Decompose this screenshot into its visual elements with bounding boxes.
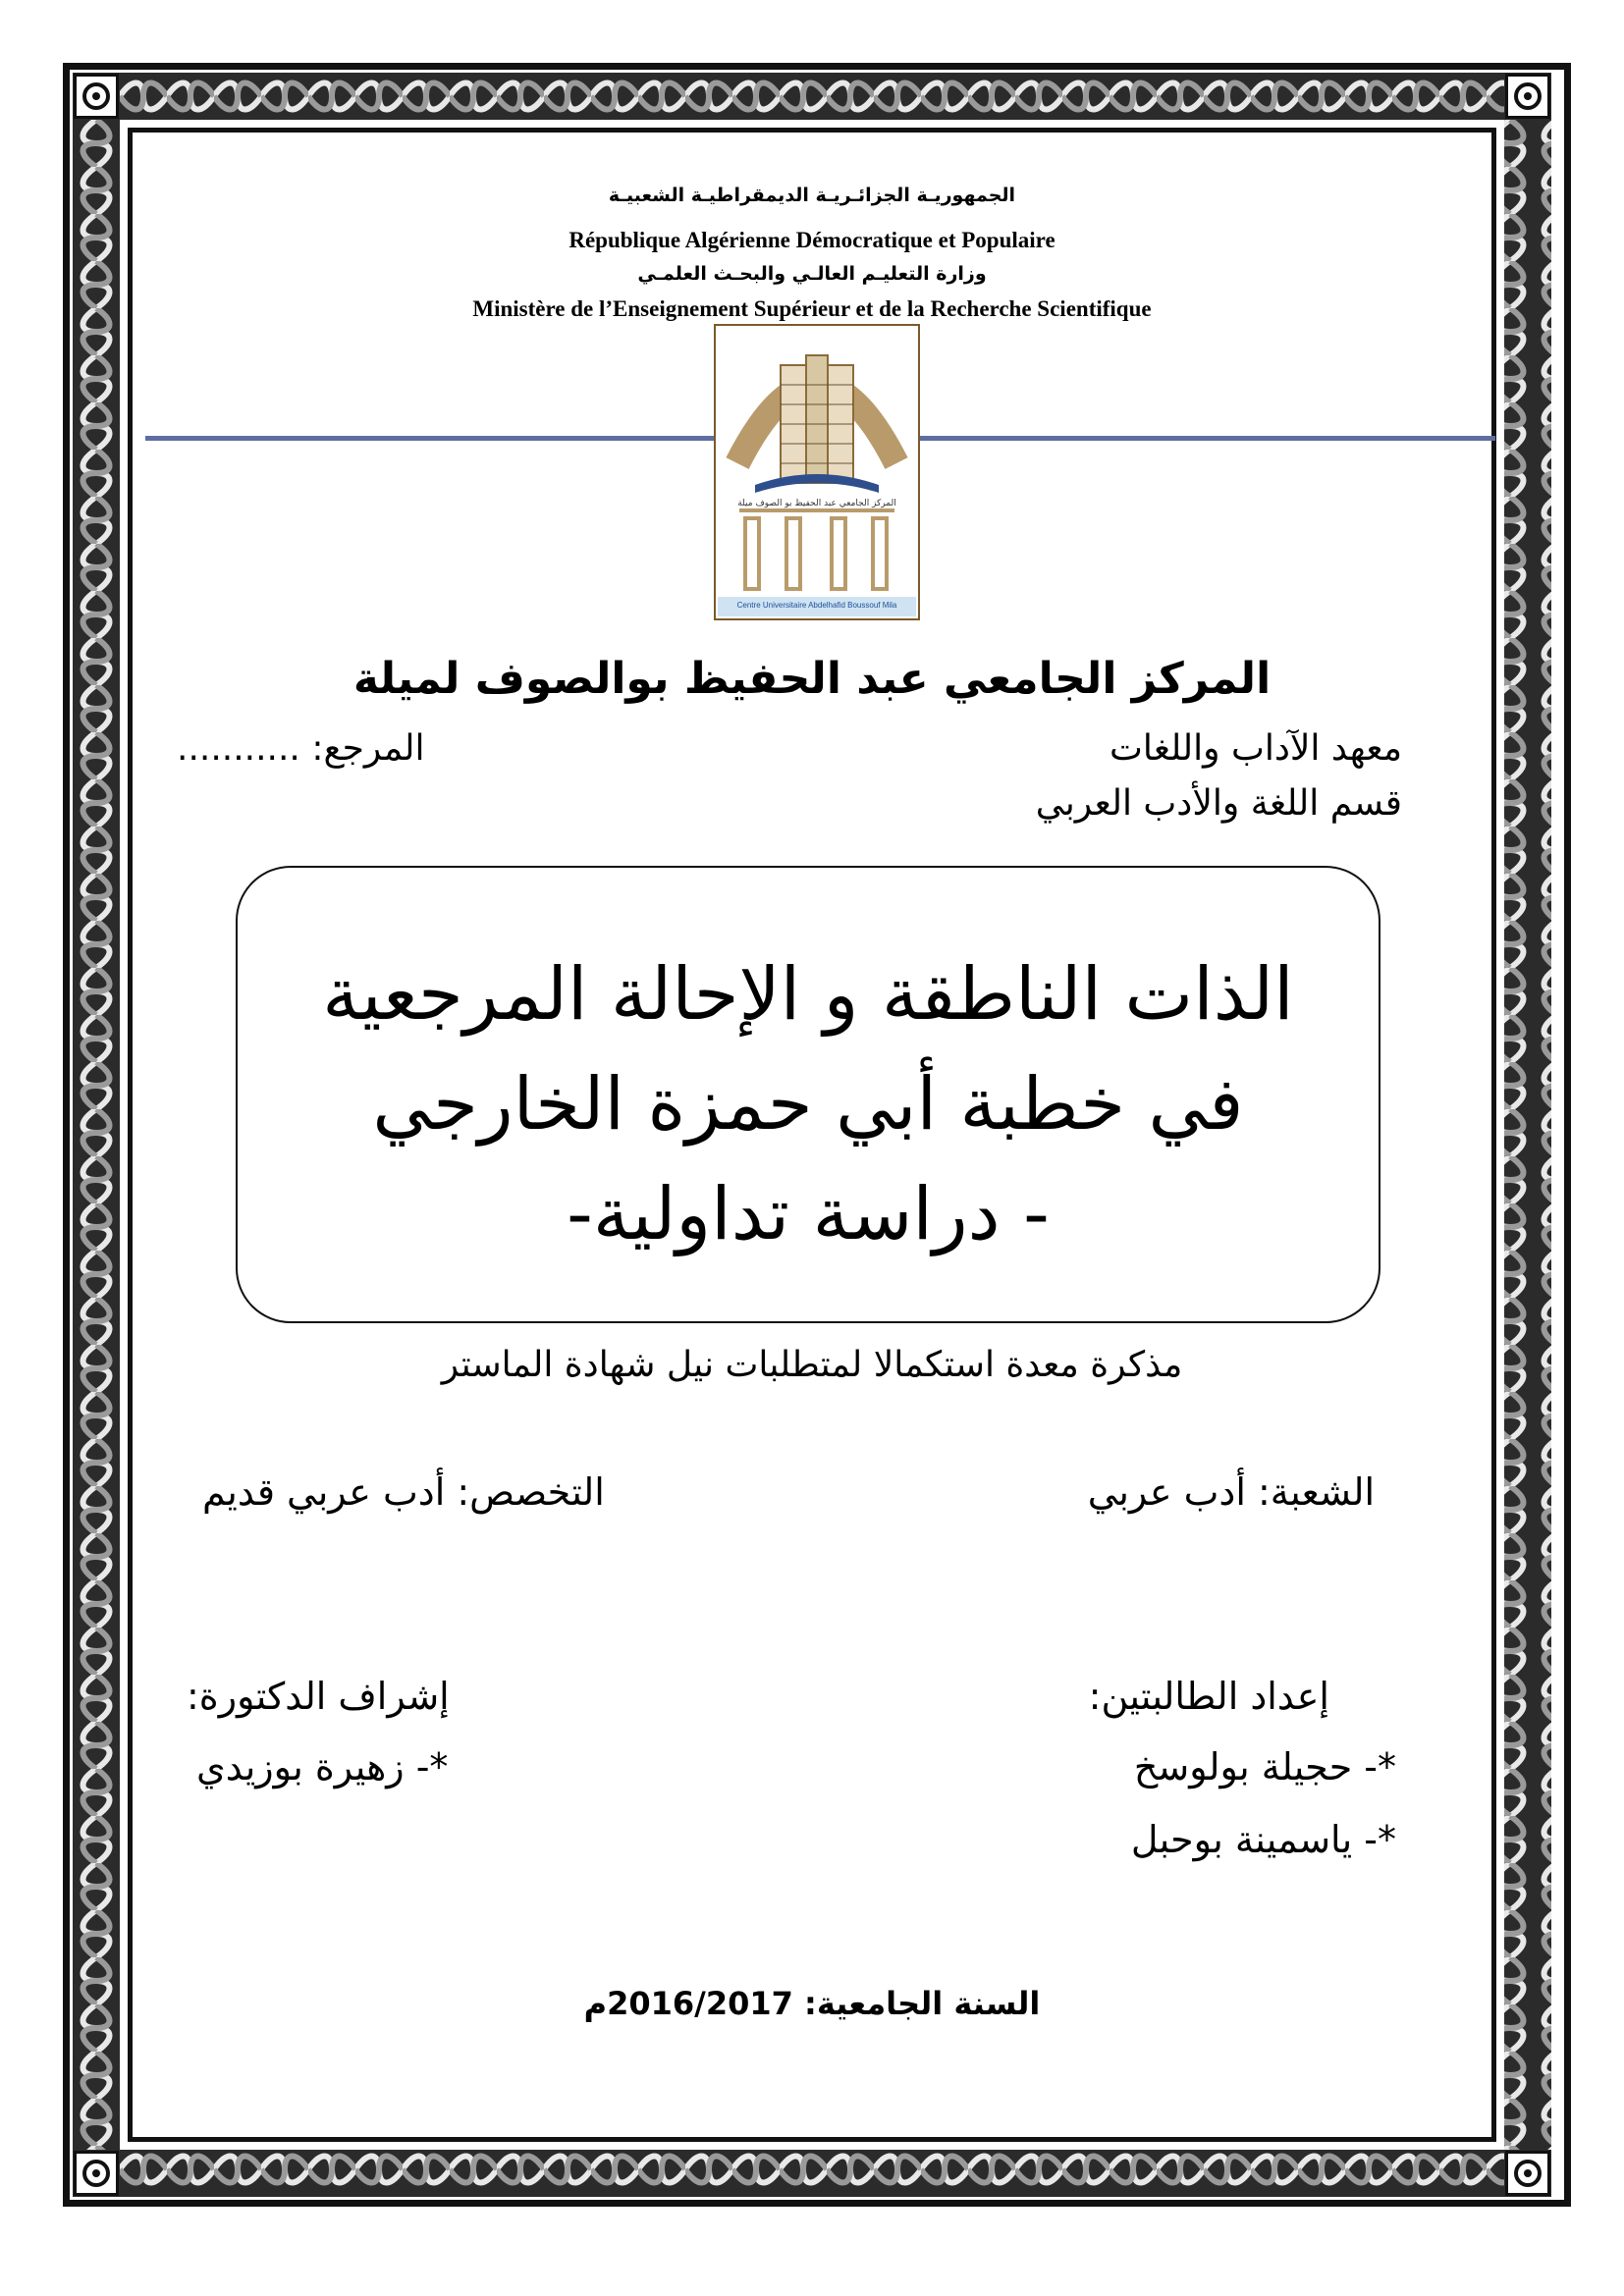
corner-ornament-bottom-right: [1505, 2151, 1550, 2196]
header-rule-left: [145, 436, 714, 441]
thesis-title-box: [236, 866, 1380, 1323]
department-name: قسم اللغة والأدب العربي: [1035, 783, 1402, 824]
supervisor-name: *- زهيرة بوزيدي: [196, 1745, 449, 1789]
branch-field: الشعبة: أدب عربي: [1087, 1470, 1375, 1514]
logo-arabic-caption: المركز الجامعي عبد الحفيظ بو الصوف ميلة: [737, 499, 896, 508]
supervision-label: إشراف الدكتورة:: [187, 1675, 450, 1718]
thesis-title-line-3: - دراسة تداولية-: [567, 1172, 1050, 1256]
reference-number: المرجع: ...........: [177, 728, 425, 769]
institute-name: معهد الآداب واللغات: [1110, 728, 1402, 769]
corner-ornament-top-right: [1505, 74, 1550, 119]
student-name-2: *- ياسمينة بوحبل: [1130, 1818, 1396, 1861]
thesis-title-line-1: الذات الناطقة و الإحالة المرجعية: [322, 952, 1294, 1037]
ministry-french: Ministère de l’Enseignement Supérieur et de la Recherche Scientifique: [472, 296, 1152, 321]
corner-ornament-bottom-left: [74, 2151, 119, 2196]
university-logo: [714, 324, 920, 620]
corner-ornament-top-left: [74, 74, 119, 119]
student-name-1: *- حجيلة بولوسخ: [1133, 1745, 1396, 1789]
header-rule-right: [920, 436, 1495, 441]
university-building-icon: [716, 326, 918, 618]
university-name: المركز الجامعي عبد الحفيظ بوالصوف لميلة: [352, 654, 1272, 704]
specialty-field: التخصص: أدب عربي قديم: [202, 1470, 605, 1514]
republic-french: République Algérienne Démocratique et Populaire: [568, 228, 1056, 252]
memo-description: مذكرة معدة استكمالا لمتطلبات نيل شهادة الماستر: [441, 1345, 1183, 1385]
academic-year: السنة الجامعية: 2016/2017م: [583, 1985, 1041, 2022]
thesis-title-line-2: في خطبة أبي حمزة الخارجي: [372, 1062, 1244, 1147]
ministry-arabic: وزارة التعليـم العالـي والبحـث العلمـي: [637, 263, 987, 285]
prepared-by-label: إعداد الطالبتين:: [1088, 1675, 1329, 1718]
republic-arabic: الجمهوريـة الجزائـريـة الديمقراطيـة الشعبيـة: [608, 185, 1016, 206]
logo-french-caption: Centre Universitaire Abdelhafid Boussouf Mila: [736, 601, 897, 610]
